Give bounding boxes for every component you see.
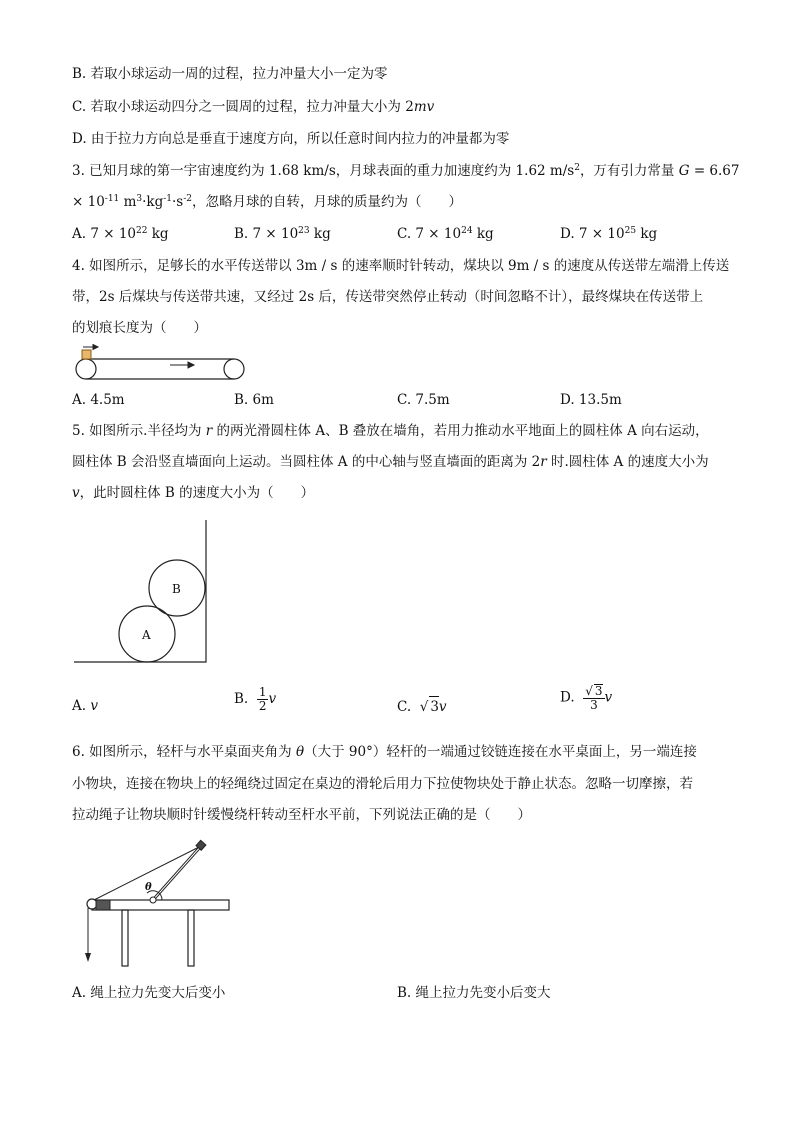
q5-option-c: C. √ 3v [397, 696, 447, 717]
q5-stem-line3: v，此时圆柱体 B 的速度大小为（ ） [72, 485, 315, 501]
q4-stem-line2: 带，2s 后煤块与传送带共速，又经过 2s 后，传送带突然停止转动（时间忽略不计），最终煤块在传送带上 [72, 289, 704, 305]
conveyor-belt-figure [72, 344, 250, 384]
stacked-cylinders-figure [72, 518, 212, 666]
table-leg-right [188, 910, 194, 966]
q3-stem-line1: 3. 已知月球的第一宇宙速度约为 1.68 km/s，月球表面的重力加速度约为 1.62 $m/s^2$，万有引力常量 G = 6.67 [72, 163, 740, 179]
q6-option-a: A. 绳上拉力先变大后变小 [72, 985, 226, 1001]
pulley-clamp [96, 900, 110, 910]
q3-stem-line2: × $10^{-11}$ $m^3\cdot kg^{-1}\cdot s^{-2}$，忽略月球的自转，月球的质量约为（ ） [72, 194, 463, 210]
q6-option-b: B. 绳上拉力先变小后变大 [397, 985, 551, 1001]
q4-option-b: B. 6m [234, 392, 274, 408]
q5-stem-line1: 5. 如图所示.半径均为 r 的两光滑圆柱体 A、B 叠放在墙角，若用力推动水平地面上的圆柱体 A 向右运动， [72, 423, 709, 439]
q4-option-a: A. 4.5m [72, 392, 125, 408]
q4-option-d: D. 13.5m [560, 392, 622, 408]
q4-option-c: C. 7.5m [397, 392, 450, 408]
conveyor-belt [76, 359, 244, 379]
q2-option-c: C. 若取小球运动四分之一圆周的过程，拉力冲量大小为 2mv [72, 99, 435, 115]
rod-table-figure [72, 838, 237, 968]
q3-option-d: D. $7 \times 10^{25}$ kg [560, 226, 658, 242]
q6-stem-line3: 拉动绳子让物块顺时针缓慢绕杆转动至杆水平前，下列说法正确的是（ ） [72, 807, 531, 823]
cylinder-b-label: B [172, 582, 181, 596]
theta-label: θ [145, 882, 152, 893]
belt-direction-arrow [170, 362, 194, 368]
wall-and-floor [74, 520, 206, 662]
q5-stem-line2: 圆柱体 B 会沿竖直墙面向上运动。当圆柱体 A 的中心轴与竖直墙面的距离为 2r 时.圆柱体 A 的速度大小为 [72, 454, 709, 470]
q5-option-b: B. $\frac{1}{2}$ v [234, 685, 277, 713]
q3-option-b: B. $7 \times 10^{23}$ kg [234, 226, 331, 242]
q5-option-a: A. v [72, 698, 98, 714]
q6-stem-line2: 小物块，连接在物块上的轻绳绕过固定在桌边的滑轮后用力下拉使物块处于静止状态。忽略一切摩擦，若 [72, 776, 693, 792]
q3-option-c: C. $7 \times 10^{24}$ kg [397, 226, 494, 242]
table-leg-left [122, 910, 128, 966]
q6-stem-line1: 6. 如图所示，轻杆与水平桌面夹角为 θ（大于 90°）轻杆的一端通过铰链连接在水平桌面上，另一端连接 [72, 744, 697, 760]
hinge [150, 897, 156, 903]
coal-block [82, 350, 91, 359]
q3-option-a: A. $7 \times 10^{22}$ kg [72, 226, 169, 242]
q2-option-b: B. 若取小球运动一周的过程，拉力冲量大小一定为零 [72, 66, 388, 82]
cylinder-a-label: A [142, 628, 151, 642]
q2-option-d: D. 由于拉力方向总是垂直于速度方向，所以任意时间内拉力的冲量都为零 [72, 131, 510, 147]
block-velocity-arrow [83, 345, 98, 350]
q4-stem-line1: 4. 如图所示，足够长的水平传送带以 3m / s 的速率顺时针转动，煤块以 9m / s 的速度从传送带左端滑上传送 [72, 258, 730, 274]
q5-option-d: D. $\frac{√ 3}{3}$ v [560, 684, 613, 712]
pull-arrow [85, 953, 91, 962]
tabletop [92, 900, 229, 910]
q4-stem-line3: 的划痕长度为（ ） [72, 320, 207, 336]
